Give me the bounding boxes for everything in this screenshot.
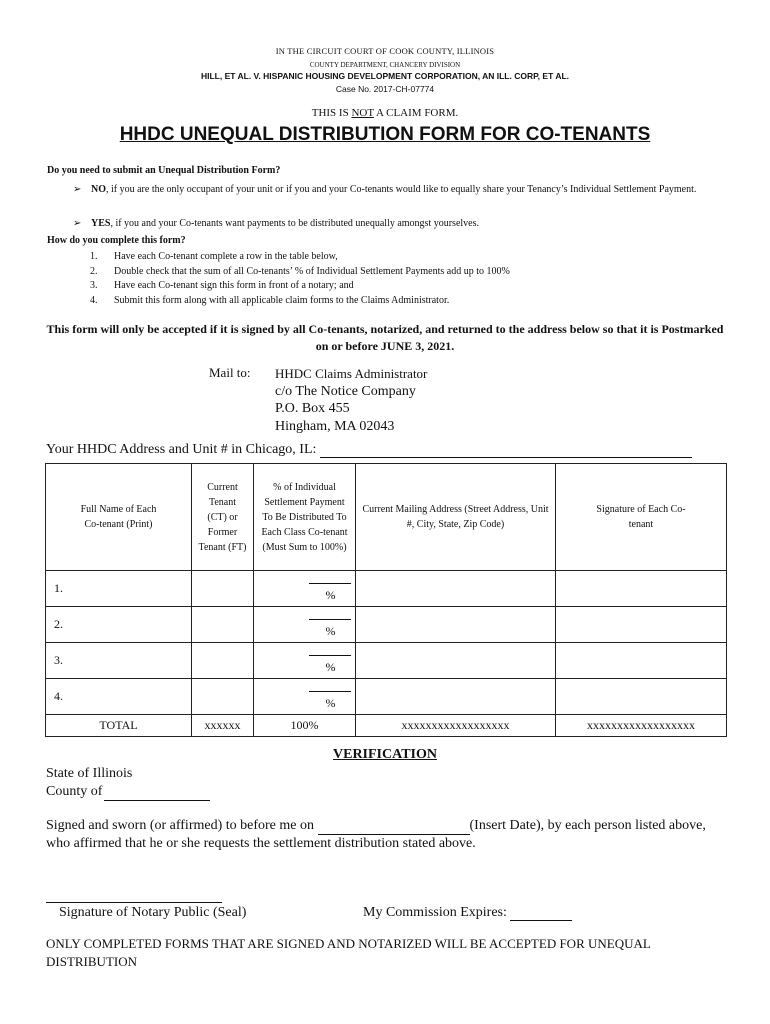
step-text: Have each Co-tenant complete a row in the table below, [114,251,338,262]
name-cell[interactable] [46,607,192,643]
header-text: Current Tenant (CT) or Former Tenant (FT) [198,481,247,553]
mailing-address [275,365,427,435]
header-text: Current Mailing Address (Street Address, Unit #, City, State, Zip Code) [362,504,549,530]
arrow-icon: ➢ [73,184,82,195]
verification-title: VERIFICATION [333,747,437,762]
step-number: 2. [90,265,98,277]
header-mailing-address [356,464,556,571]
header-signature [556,464,727,571]
hhdc-address-input[interactable] [320,443,692,458]
total-status: xxxxxx [192,715,254,737]
form-title: HHDC UNEQUAL DISTRIBUTION FORM FOR CO-TENANTS [119,124,651,145]
step-number: 1. [90,251,98,262]
not-claim-after: A CLAIM FORM. [373,107,459,119]
percent-sign: % [325,696,336,710]
county-line [46,783,210,801]
county-label: County of [46,784,103,799]
sworn-statement [46,817,731,853]
total-signature: xxxxxxxxxxxxxxxxxx [556,715,727,737]
question-how: How do you complete this form? [47,235,186,246]
total-row [46,715,727,737]
table-row [46,643,727,679]
table-row [46,679,727,715]
header-full-name [46,464,192,571]
signature-cell[interactable] [556,607,727,643]
status-cell[interactable] [192,607,254,643]
co-tenant-table [45,463,727,737]
status-cell[interactable] [192,571,254,607]
percent-sign: % [325,588,336,602]
name-cell[interactable] [46,679,192,715]
step-item [90,279,510,294]
acceptance-notice: This form will only be accepted if it is signed by all Co-tenants, notarized, and returned to the address below so that it is Postmarked on or before JUNE 3, 2021. [46,322,724,353]
name-cell[interactable] [46,643,192,679]
percent-sign: % [325,660,336,674]
step-item [90,250,510,265]
steps-list [90,250,510,308]
hhdc-address-field [46,442,692,458]
bullet-yes-bold: YES [91,218,111,229]
step-number: 3. [90,280,98,291]
arrow-icon: ➢ [73,218,82,229]
commission-expires [363,905,572,921]
not-claim-not: NOT [351,107,374,119]
notary-signature-label: Signature of Notary Public (Seal) [59,905,247,920]
address-line: Hingham, MA 02043 [275,418,395,434]
not-claim-before: THIS IS [311,107,352,119]
header-text: Signature of Each Co-tenant [596,504,686,530]
row-number: 4. [54,689,63,703]
notary-signature-line[interactable] [46,902,222,903]
step-item [90,294,510,309]
case-caption: HILL, ET AL. V. HISPANIC HOUSING DEVELOPMENT CORPORATION, AN ILL. CORP, ET AL. [200,71,570,81]
total-label: TOTAL [46,715,192,737]
row-number: 3. [54,653,63,667]
bullet-no [73,183,733,197]
header-percent [254,464,356,571]
sworn-after: (Insert Date), by each person listed above, who affirmed that he or she requests the settlement distribution stated above. [46,818,706,851]
percent-cell[interactable] [254,571,356,607]
bullet-yes [73,217,733,231]
total-percent: 100% [254,715,356,737]
table-header-row [46,464,727,571]
percent-cell[interactable] [254,607,356,643]
date-input[interactable] [318,821,470,835]
step-text: Have each Co-tenant sign this form in front of a notary; and [114,280,354,291]
venue-block [46,765,210,801]
bullet-no-bold: NO [91,184,106,195]
signature-cell[interactable] [556,571,727,607]
address-cell[interactable] [356,571,556,607]
hhdc-address-label: Your HHDC Address and Unit # in Chicago, IL: [46,442,317,457]
percent-cell[interactable] [254,643,356,679]
step-number: 4. [90,294,98,306]
header-text: % of Individual Settlement Payment To Be Distributed To Each Class Co-tenant (Must Sum to 100%) [261,481,348,553]
bullet-no-text: , if you are the only occupant of your unit or if you and your Co-tenants would like to equally share your Tenancy’s Individual Settlement Payment. [106,184,697,195]
step-text: Double check that the sum of all Co-tenants’ % of Individual Settlement Payments add up to 100% [114,265,510,277]
case-number: Case No. 2017-CH-07774 [335,84,435,94]
mail-to-label: Mail to: [209,365,251,380]
question-need: Do you need to submit an Unequal Distribution Form? [47,165,281,176]
table-row [46,571,727,607]
step-text: Submit this form along with all applicable claim forms to the Claims Administrator. [114,294,450,306]
county-input[interactable] [104,787,210,801]
row-number: 1. [54,581,63,595]
step-item [90,265,510,280]
name-cell[interactable] [46,571,192,607]
table-row [46,607,727,643]
address-cell[interactable] [356,679,556,715]
state-line: State of Illinois [46,766,133,781]
status-cell[interactable] [192,643,254,679]
department: COUNTY DEPARTMENT, CHANCERY DIVISION [309,61,461,69]
address-cell[interactable] [356,643,556,679]
commission-input[interactable] [510,907,572,921]
status-cell[interactable] [192,679,254,715]
total-address: xxxxxxxxxxxxxxxxxx [356,715,556,737]
percent-cell[interactable] [254,679,356,715]
address-line: HHDC Claims Administrator [275,366,428,381]
percent-sign: % [325,624,336,638]
bullet-yes-text: , if you and your Co-tenants want payments to be distributed unequally amongst yourselves. [110,218,479,229]
header-text: Full Name of Each Co-tenant (Print) [80,504,157,530]
header-tenant-status [192,464,254,571]
address-line: P.O. Box 455 [275,401,350,416]
not-claim-notice [0,107,770,119]
sworn-before: Signed and sworn (or affirmed) to before me on [46,818,318,833]
signature-cell[interactable] [556,679,727,715]
commission-label: My Commission Expires: [363,905,507,920]
address-line: c/o The Notice Company [275,383,416,399]
row-number: 2. [54,617,63,631]
court-name: IN THE CIRCUIT COURT OF COOK COUNTY, ILLINOIS [275,46,495,56]
address-cell[interactable] [356,607,556,643]
signature-cell[interactable] [556,643,727,679]
final-note: ONLY COMPLETED FORMS THAT ARE SIGNED AND NOTARIZED WILL BE ACCEPTED FOR UNEQUAL DISTRIBUTION [46,936,651,969]
